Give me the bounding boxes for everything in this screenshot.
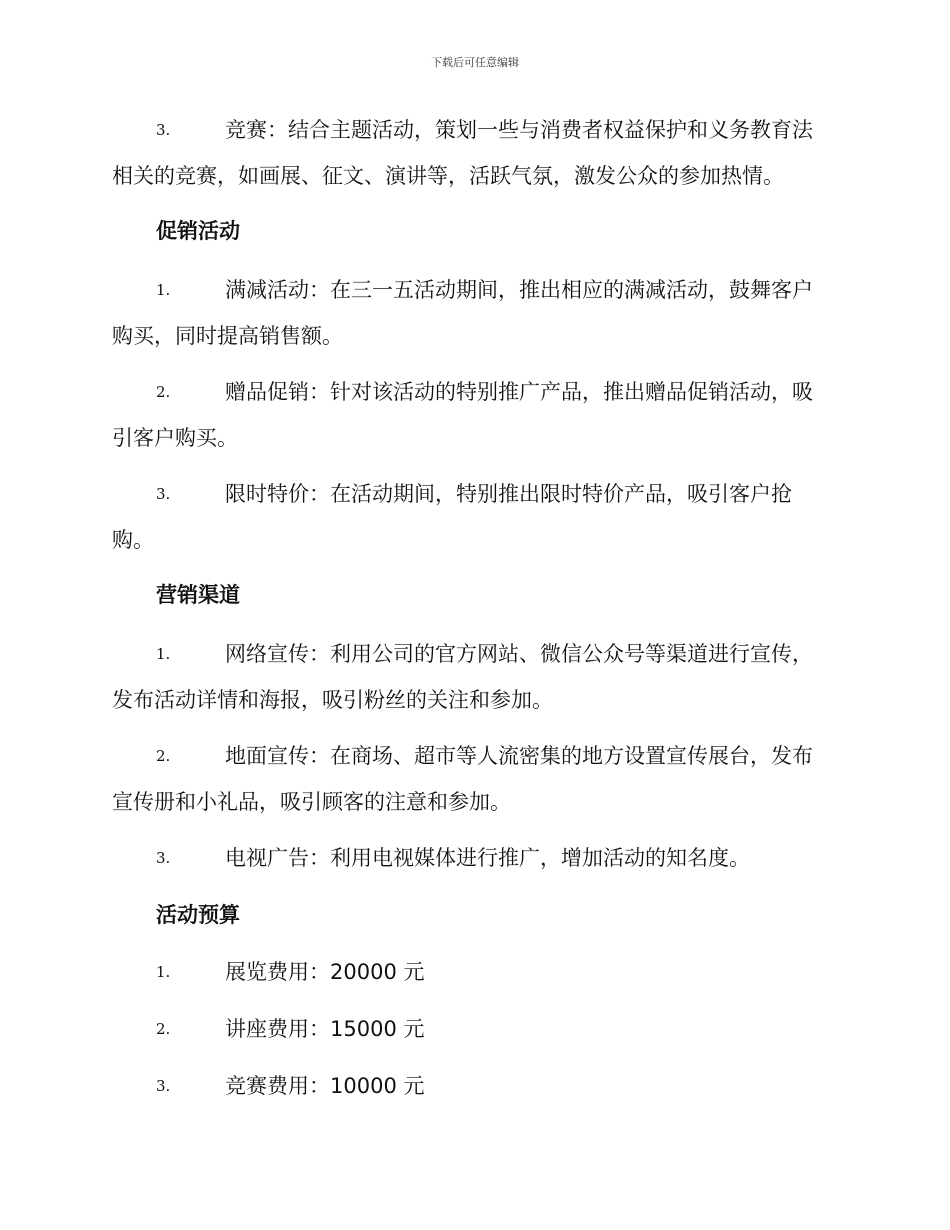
list-item <box>112 835 842 881</box>
paragraph-line: 展览费用：20000 元 <box>225 960 425 984</box>
list-number: 1. <box>156 963 171 981</box>
page-header: 下载后可任意编辑 <box>431 56 519 69</box>
list-number: 2. <box>156 1020 171 1038</box>
paragraph-line: 讲座费用：15000 元 <box>225 1017 425 1041</box>
section-heading-promotion: 促销活动 <box>156 219 240 243</box>
paragraph-line: 竞赛费用：10000 元 <box>225 1074 425 1098</box>
list-number: 2. <box>156 747 171 765</box>
paragraph-line: 地面宣传：在商场、超市等人流密集的地方设置宣传展台，发布 <box>225 744 813 768</box>
list-number: 2. <box>156 383 171 401</box>
list-item <box>112 267 842 359</box>
section-heading-channels: 营销渠道 <box>156 583 240 607</box>
paragraph-line: 电视广告：利用电视媒体进行推广，增加活动的知名度。 <box>225 846 750 870</box>
list-item <box>112 949 842 995</box>
list-number: 3. <box>156 121 171 139</box>
paragraph-line: 网络宣传：利用公司的官方网站、微信公众号等渠道进行宣传， <box>225 642 813 666</box>
list-item <box>112 1006 842 1052</box>
list-item <box>112 1063 842 1109</box>
paragraph-line: 竞赛：结合主题活动，策划一些与消费者权益保护和义务教育法 <box>225 118 813 142</box>
paragraph-line: 赠品促销：针对该活动的特别推广产品，推出赠品促销活动，吸 <box>225 380 813 404</box>
list-item <box>112 631 842 723</box>
list-number: 1. <box>156 645 171 663</box>
list-item <box>112 733 842 825</box>
paragraph-line: 宣传册和小礼品，吸引顾客的注意和参加。 <box>112 790 511 814</box>
list-number: 3. <box>156 485 171 503</box>
list-item <box>112 369 842 461</box>
list-item <box>112 471 842 563</box>
paragraph-line: 购买，同时提高销售额。 <box>112 324 343 348</box>
paragraph-line: 限时特价：在活动期间，特别推出限时特价产品，吸引客户抢 <box>225 482 792 506</box>
list-number: 3. <box>156 849 171 867</box>
list-number: 3. <box>156 1077 171 1095</box>
list-item-competition <box>112 107 842 199</box>
paragraph-line: 满减活动：在三一五活动期间，推出相应的满减活动，鼓舞客户 <box>225 278 813 302</box>
paragraph-line: 引客户购买。 <box>112 426 238 450</box>
paragraph-line: 相关的竞赛，如画展、征文、演讲等，活跃气氛，激发公众的参加热情。 <box>112 164 784 188</box>
paragraph-line: 发布活动详情和海报，吸引粉丝的关注和参加。 <box>112 688 553 712</box>
section-heading-budget: 活动预算 <box>156 903 240 927</box>
list-number: 1. <box>156 281 171 299</box>
paragraph-line: 购。 <box>112 528 154 552</box>
